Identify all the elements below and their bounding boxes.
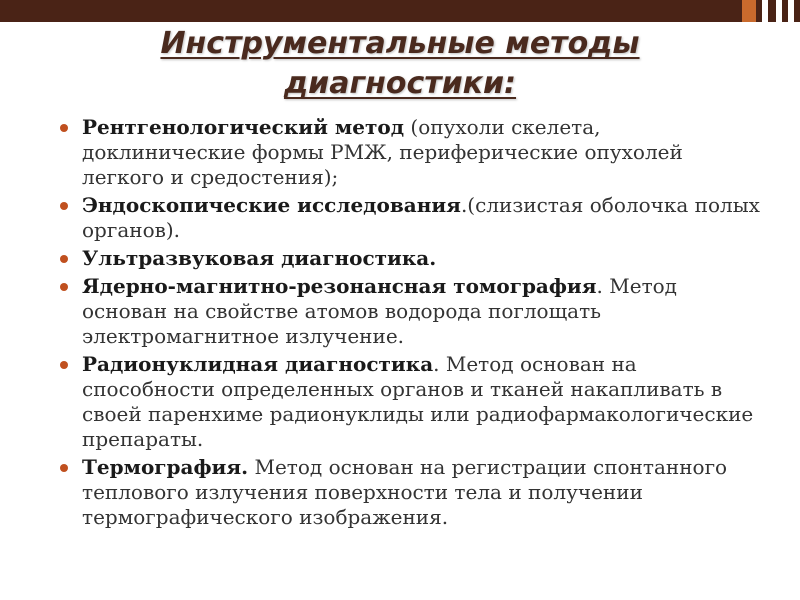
top-accent-stripe <box>742 0 756 22</box>
bullet-desc: . Метод основан на свойстве атомов водорода поглощать электромагнитное излучение. <box>82 274 677 348</box>
bullet-dot-icon <box>60 124 68 132</box>
bullet-lead: Эндоскопические исследования <box>82 193 461 217</box>
bullet-desc: Метод основан на регистрации спонтанного теплового излучения поверхности тела и получении термографического изображения. <box>82 455 728 529</box>
bullet-item-ultrasound <box>60 246 760 271</box>
bullet-lead: Ультразвуковая диагностика. <box>82 246 437 270</box>
bullet-list <box>60 115 760 530</box>
slide-content <box>60 115 760 533</box>
bullet-item-endoscopy <box>60 193 760 243</box>
bullet-desc: (опухоли скелета, доклинические формы РМЖ, периферические опухолей легкого и средостения); <box>82 115 683 189</box>
bullet-dot-icon <box>60 283 68 291</box>
bullet-item-mri <box>60 274 760 349</box>
bullet-lead: Рентгенологический метод <box>82 115 405 139</box>
bullet-dot-icon <box>60 255 68 263</box>
top-decoration-bar <box>0 0 800 22</box>
top-white-stripe <box>788 0 794 22</box>
slide-title-line-1: Инструментальные методы <box>160 26 640 61</box>
bullet-lead: Ядерно-магнитно-резонансная томография <box>82 274 597 298</box>
bullet-dot-icon <box>60 202 68 210</box>
bullet-lead: Радионуклидная диагностика <box>82 352 434 376</box>
bullet-desc: . Метод основан на способности определенных органов и тканей накапливать в своей паренхиме радионуклиды или радиофармакологические препараты. <box>82 352 754 451</box>
slide-title <box>60 24 740 104</box>
slide-title-line-2: диагностики: <box>283 66 517 101</box>
bullet-desc: .(слизистая оболочка полых органов). <box>82 193 760 242</box>
bullet-dot-icon <box>60 361 68 369</box>
bullet-lead: Термография. <box>82 455 249 479</box>
top-white-stripe <box>762 0 768 22</box>
top-white-stripe <box>776 0 782 22</box>
bullet-item-radionuclide <box>60 352 760 452</box>
bullet-item-thermography <box>60 455 760 530</box>
bullet-dot-icon <box>60 464 68 472</box>
bullet-item-xray <box>60 115 760 190</box>
